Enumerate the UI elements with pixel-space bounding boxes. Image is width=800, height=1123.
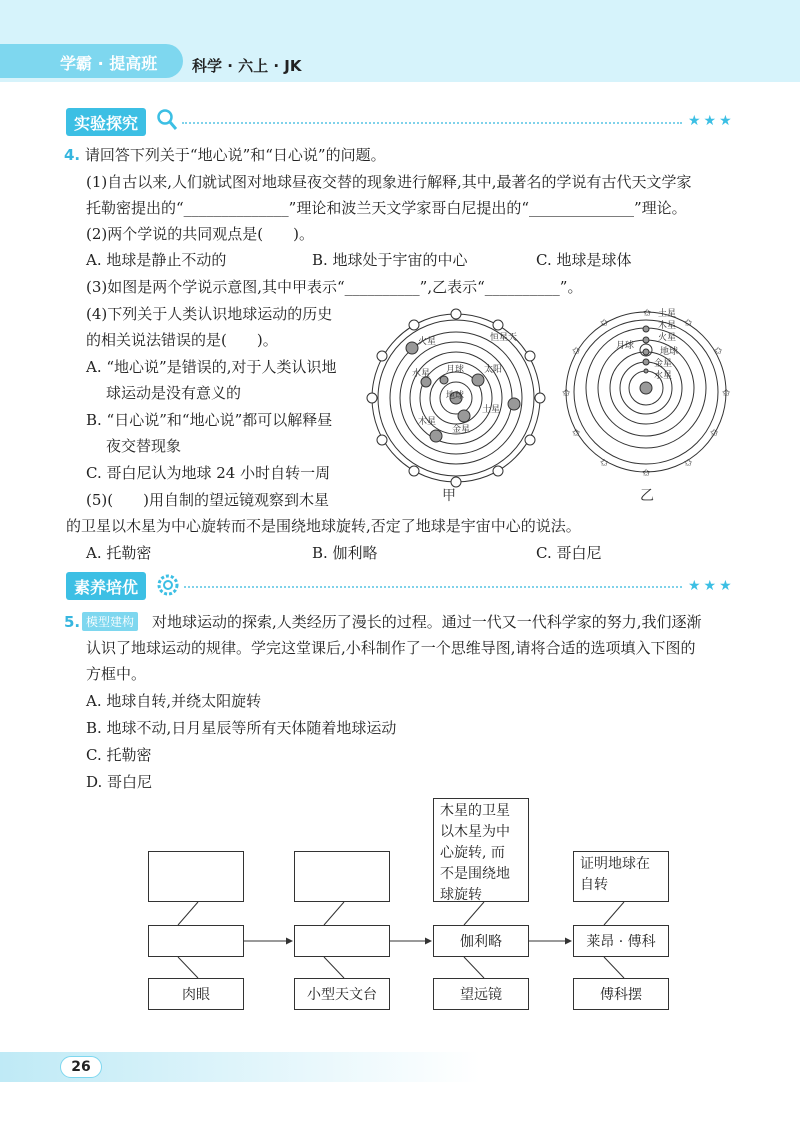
flow-box-pendulum: 傅科摆 (573, 978, 669, 1010)
jia-label-jupiter: 木星 (418, 417, 437, 427)
q5-option-b: B. 地球不动,日月星辰等所有天体随着地球运动 (86, 719, 397, 737)
flow-box-foucault: 莱昂 · 傅科 (573, 925, 669, 957)
q4-p2-option-a: A. 地球是静止不动的 (86, 251, 227, 269)
subject-title: 科学 · 六上 · JK (192, 57, 302, 75)
q4-p2-option-b: B. 地球处于宇宙的中心 (312, 251, 468, 269)
page-number: 26 (60, 1056, 102, 1078)
jia-label-mars: 火星 (418, 337, 437, 347)
q5-option-d: D. 哥白尼 (86, 773, 153, 791)
svg-text:✩: ✩ (600, 458, 609, 469)
section-divider (182, 122, 682, 124)
difficulty-stars: ★★★ (688, 578, 735, 594)
q4-p2: (2)两个学说的共同观点是( )。 (86, 225, 314, 243)
q4-p4-option-b2: 夜交替现象 (106, 437, 182, 455)
flow-box-jupiter (433, 798, 529, 902)
section-title-experiment: 实验探究 (66, 108, 146, 136)
jia-label-sun: 太阳 (484, 365, 503, 375)
q5-number (64, 612, 80, 632)
jia-label-moon: 月球 (446, 365, 465, 375)
q4-stem (64, 145, 386, 165)
svg-text:✩: ✩ (572, 346, 581, 357)
q4-p4-option-b1: B. “日心说”和“地心说”都可以解释昼 (86, 411, 333, 429)
magnifier-icon (156, 108, 178, 132)
flow-jupiter-line: 心旋转, 而 (440, 845, 505, 861)
jia-caption: 甲 (442, 488, 456, 502)
q4-p3: (3)如图是两个学说示意图,其中甲表示“__________”,乙表示“__________”。 (86, 278, 583, 296)
q4-p2-option-c: C. 地球是球体 (536, 251, 632, 269)
geocentric-diagram (366, 308, 546, 502)
q4-p4-option-a2: 球运动是没有意义的 (106, 384, 242, 402)
svg-text:✩: ✩ (600, 318, 609, 329)
flow-jupiter-line: 以木星为中 (440, 824, 510, 840)
svg-text:✩: ✩ (722, 388, 731, 399)
q5-line3: 方框中。 (86, 665, 147, 683)
svg-text:✩: ✩ (572, 428, 581, 439)
q4-p4-line2: 的相关说法错误的是( )。 (86, 331, 278, 349)
q4-p4-option-a1: A. “地心说”是错误的,对于人类认识地 (86, 358, 337, 376)
flow-box-telescope: 望远镜 (433, 978, 529, 1010)
q5-line2: 认识了地球运动的规律。学完这堂课后,小科制作了一个思维导图,请将合适的选项填入下图的 (86, 639, 696, 657)
q4-number: 4. (64, 146, 81, 164)
svg-text:✩: ✩ (562, 388, 571, 399)
page-footer-bar (0, 1052, 800, 1082)
q4-p5-option-c: C. 哥白尼 (536, 544, 602, 562)
yi-label-jupiter: 木星 (658, 321, 677, 331)
flow-prove-line: 自转 (580, 877, 608, 893)
q5-option-a: A. 地球自转,并绕太阳旋转 (86, 692, 262, 710)
svg-text:✩: ✩ (714, 346, 723, 357)
flowchart-connectors (140, 895, 680, 985)
yi-label-saturn: 土星 (658, 309, 677, 319)
q5-tag: 模型建构 (82, 612, 138, 631)
flow-box-galileo: 伽利略 (433, 925, 529, 957)
svg-text:✩: ✩ (684, 458, 693, 469)
q4-p4-line1: (4)下列关于人类认识地球运动的历史 (86, 305, 333, 323)
q5-line1: 对地球运动的探索,人类经历了漫长的过程。通过一代又一代科学家的努力,我们逐渐 (152, 613, 702, 631)
svg-text:✩: ✩ (684, 318, 693, 329)
flow-jupiter-line: 球旋转 (440, 887, 482, 903)
jia-label-venus: 金星 (452, 425, 471, 435)
flow-jupiter-line: 不是围绕地 (440, 866, 510, 882)
flow-jupiter-line: 木星的卫星 (440, 803, 510, 819)
yi-label-venus: 金星 (654, 359, 673, 369)
q4-p1-line2: 托勒密提出的“______________”理论和波兰天文学家哥白尼提出的“______________”理论。 (86, 199, 687, 217)
q4-p4-option-c: C. 哥白尼认为地球 24 小时自转一周 (86, 464, 331, 482)
brand-title: 学霸 · 提高班 (60, 54, 158, 73)
yi-label-mercury: 水星 (654, 371, 673, 381)
q4-p5-line2: 的卫星以木星为中心旋转而不是围绕地球旋转,否定了地球是宇宙中心的说法。 (66, 517, 581, 535)
gear-icon (156, 573, 180, 597)
flow-box-small-observatory: 小型天文台 (294, 978, 390, 1010)
section-divider (184, 586, 682, 588)
jia-label-mercury: 水星 (412, 369, 431, 379)
jia-label-earth: 地球 (446, 391, 465, 401)
yi-caption: 乙 (640, 488, 654, 502)
yi-label-mars: 火星 (658, 333, 677, 343)
flow-box-eye: 肉眼 (148, 978, 244, 1010)
svg-text:✩: ✩ (642, 468, 651, 479)
yi-label-earth: 地球 (660, 347, 679, 357)
jia-label-saturn: 土星 (482, 405, 501, 415)
svg-text:✩: ✩ (710, 428, 719, 439)
q5-option-c: C. 托勒密 (86, 746, 152, 764)
q4-p5-option-b: B. 伽利略 (312, 544, 378, 562)
jia-label-stars-sphere: 恒星天 (490, 333, 518, 343)
heliocentric-diagram (560, 308, 740, 502)
q4-p1-line1: (1)自古以来,人们就试图对地球昼夜交替的现象进行解释,其中,最著名的学说有古代天文学家 (86, 173, 692, 191)
section-title-literacy: 素养培优 (66, 572, 146, 600)
q4-stem-text: 请回答下列关于“地心说”和“日心说”的问题。 (84, 146, 386, 164)
difficulty-stars: ★★★ (688, 113, 735, 129)
yi-label-moon: 月球 (616, 341, 635, 351)
flow-prove-line: 证明地球在 (580, 856, 650, 872)
q5-number-text: 5. (64, 613, 81, 631)
svg-text:✩: ✩ (643, 308, 652, 319)
q4-p5-option-a: A. 托勒密 (86, 544, 152, 562)
q4-p5-line1: (5)( )用自制的望远镜观察到木星 (86, 491, 329, 509)
